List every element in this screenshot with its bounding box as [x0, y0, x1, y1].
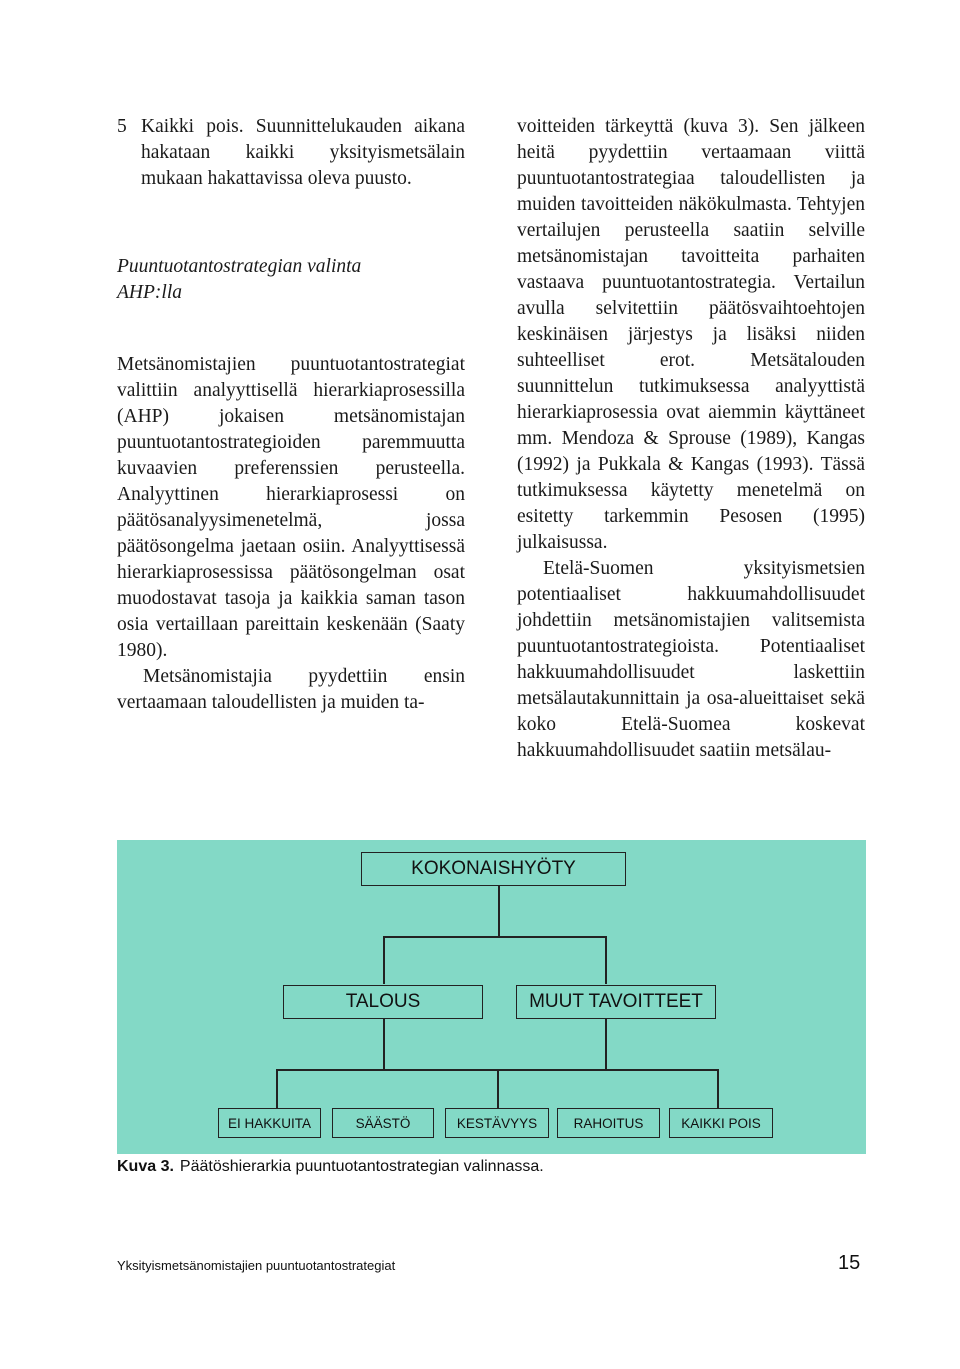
leaf-saasto: SÄÄSTÖ — [332, 1108, 434, 1138]
connector-line — [276, 1069, 278, 1109]
node-talous: TALOUS — [283, 985, 483, 1019]
paragraph: Etelä-Suomen yksityismetsien potentiaaliset hakkuumahdollisuudet johdettiin metsänomistajien valitsemista puuntuotantostrategioista. Potentiaaliset hakkuumahdollisuudet laskettiin metsälautakunnittain ja osa-alueittaiset sekä koko Etelä-Suomea koskevat hakkuumahdollisuudet saatiin metsälau- — [517, 558, 865, 761]
paragraph: Metsänomistajien puuntuotantostrategiat valittiin analyyttisellä hierarkiaprosessilla (AHP) jokaisen metsänomistajan puuntuotantostrategioiden paremmuutta kuvaavien preferenssien perusteella. Analyyttinen hierarkiaprosessi on päätösanalyysimenetelmä, jossa päätösongelma jaetaan osiin. Analyyttisessä hierarkiaprosessissa päätösongelman osat muodostavat tasoja ja kaikkia saman tason osia vertaillaan pareittain keskenään (Saaty 1980). — [117, 354, 465, 661]
leaf-ei-hakkuita: EI HAKKUITA — [218, 1108, 321, 1138]
caption-label: Kuva 3. — [117, 1158, 174, 1175]
connector-line — [383, 1017, 385, 1069]
node-muut-tavoitteet: MUUT TAVOITTEET — [516, 985, 716, 1019]
connector-line — [383, 936, 605, 938]
connector-line — [717, 1069, 719, 1109]
left-column — [117, 114, 465, 716]
right-column — [517, 114, 865, 764]
leaf-kaikki-pois: KAIKKI POIS — [669, 1108, 773, 1138]
list-item — [117, 114, 465, 192]
caption-text: Päätöshierarkia puuntuotantostrategian valinnassa. — [179, 1158, 544, 1175]
decision-hierarchy-figure — [117, 840, 866, 1154]
figure-caption — [117, 1158, 544, 1176]
root-node: KOKONAISHYÖTY — [361, 852, 626, 886]
connector-line — [498, 884, 500, 937]
running-footer: Yksityismetsänomistajien puuntuotantostrategiat — [117, 1258, 396, 1273]
leaf-kestavyys: KESTÄVYYS — [445, 1108, 549, 1138]
connector-line — [605, 1017, 607, 1069]
paragraph: voitteiden tärkeyttä (kuva 3). Sen jälkeen heitä pyydettiin vertaamaan viittä puuntuotantostrategiaa taloudellisten ja muiden tavoitteiden näkökulmasta. Tehtyjen vertailujen perusteella saatiin selville metsänomistajan tavoitteita parhaiten vastaava puuntuotantostrategia. Vertailun avulla selvitettiin päätösvaihtoehtojen keskinäisen järjestys ja lisäksi niiden suhteelliset erot. Metsätalouden suunnittelun tutkimuksessa analyyttistä hierarkiaprosessia ovat aiemmin käyttäneet mm. Mendoza & Sprouse (1989), Kangas (1992) ja Pukkala & Kangas (1993). Tässä tutkimuksessa käytetty menetelmä on esitetty tarkemmin Pesosen (1995) julkaisussa. — [517, 116, 865, 553]
connector-line — [605, 936, 607, 984]
page-number: 15 — [838, 1252, 861, 1274]
list-item-number: 5 — [117, 116, 127, 137]
section-heading: Puuntuotantostrategian valinta AHP:lla — [117, 256, 362, 303]
leaf-rahoitus: RAHOITUS — [557, 1108, 660, 1138]
connector-line — [383, 936, 385, 984]
list-item-text: Kaikki pois. Suunnittelukauden aikana hakataan kaikki yksityismetsälain mukaan hakattavissa oleva puusto. — [141, 116, 465, 189]
paragraph: Metsänomistajia pyydettiin ensin vertaamaan taloudellisten ja muiden ta- — [117, 666, 465, 713]
connector-line — [497, 1069, 499, 1109]
